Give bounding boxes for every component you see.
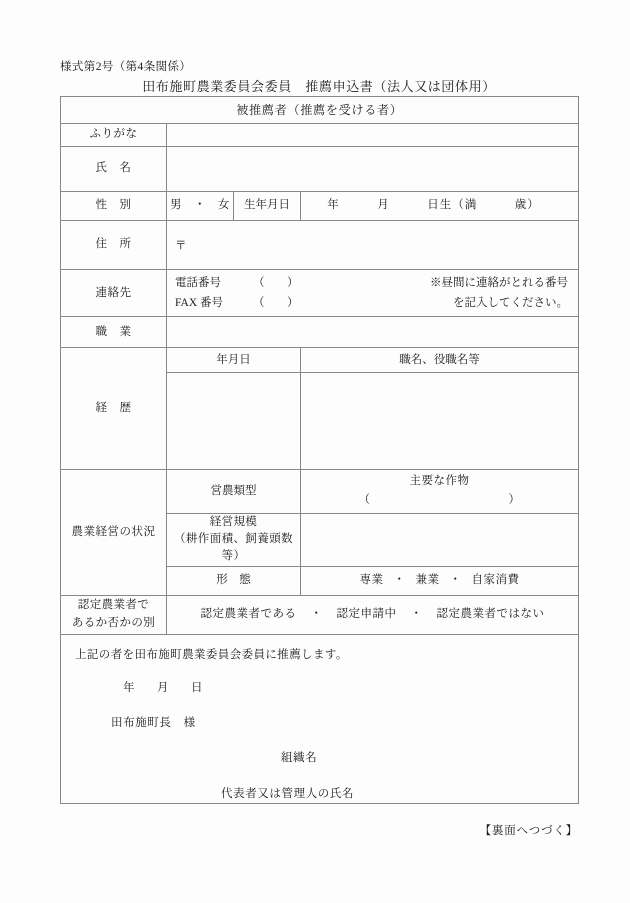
fax-row[interactable] bbox=[175, 293, 379, 313]
declaration-date-month: 月 bbox=[157, 681, 170, 694]
name-input[interactable] bbox=[167, 147, 579, 192]
certified-option-3[interactable]: 認定農業者ではない bbox=[436, 607, 545, 620]
contact-label: 連絡先 bbox=[61, 270, 167, 317]
telephone-row[interactable] bbox=[175, 273, 379, 293]
farm-scale-label-line-2: （耕作面積、飼養頭数等） bbox=[174, 533, 293, 563]
table-row-furigana bbox=[61, 124, 579, 147]
contact-note-line-2: を記入してください。 bbox=[453, 297, 569, 310]
farm-scale-input[interactable] bbox=[301, 513, 579, 566]
birthdate-input[interactable]: 年 月 日生（満 歳） bbox=[301, 192, 579, 221]
occupation-label: 職 業 bbox=[61, 317, 167, 348]
table-row-certified bbox=[61, 595, 579, 634]
declaration-representative-label[interactable]: 代表者又は管理人の氏名 bbox=[221, 787, 355, 800]
career-title-input[interactable] bbox=[301, 373, 579, 470]
telephone-label: 電話番号 bbox=[175, 277, 221, 289]
certified-farmer-label bbox=[61, 595, 167, 634]
table-row-address bbox=[61, 221, 579, 270]
certified-separator-1: ・ bbox=[310, 607, 323, 620]
declaration-date[interactable] bbox=[61, 680, 578, 697]
telephone-paren-open: （ bbox=[253, 277, 265, 289]
farm-form-separator-1: ・ bbox=[393, 573, 406, 586]
contact-note bbox=[379, 273, 568, 313]
farm-form-separator-2: ・ bbox=[449, 573, 462, 586]
fax-paren-close: ） bbox=[287, 297, 299, 310]
contact-note-line-1: ※昼間に連絡がとれる番号 bbox=[430, 277, 569, 289]
furigana-input[interactable] bbox=[167, 124, 579, 147]
farm-status-label: 農業経営の状況 bbox=[61, 470, 167, 595]
form-number: 様式第2号（第4条関係） bbox=[60, 61, 192, 73]
main-crop-label: 主要な作物 bbox=[409, 475, 470, 488]
main-crop-cell[interactable] bbox=[301, 470, 579, 514]
address-input[interactable] bbox=[167, 221, 579, 270]
main-crop-input[interactable] bbox=[309, 492, 570, 509]
declaration-date-day: 日 bbox=[191, 681, 204, 694]
certified-farmer-options[interactable] bbox=[167, 595, 579, 634]
contact-fields[interactable] bbox=[175, 273, 379, 313]
certified-farmer-label-line-2: あるか否かの別 bbox=[71, 616, 156, 629]
birthdate-label: 生年月日 bbox=[234, 192, 301, 221]
gender-options[interactable]: 男 ・ 女 bbox=[167, 192, 234, 221]
career-column-title: 職名、役職名等 bbox=[301, 348, 579, 373]
postal-code-symbol: 〒 bbox=[175, 239, 187, 252]
certified-farmer-label-line-1: 認定農業者で bbox=[77, 599, 150, 612]
contact-cell bbox=[167, 270, 579, 317]
declaration-date-year: 年 bbox=[123, 681, 136, 694]
certified-option-2[interactable]: 認定申請中 bbox=[336, 607, 397, 620]
gender-label: 性 別 bbox=[61, 192, 167, 221]
continued-note: 【裏面へつづく】 bbox=[479, 825, 578, 837]
farm-form-label: 形 態 bbox=[167, 566, 301, 595]
table-row-name bbox=[61, 147, 579, 192]
section-header-recommendee: 被推薦者（推薦を受ける者） bbox=[61, 97, 579, 124]
career-label: 経 歴 bbox=[61, 348, 167, 470]
table-row-career-headers bbox=[61, 348, 579, 373]
main-crop-paren-open: （ bbox=[358, 493, 371, 506]
recommendation-form-table bbox=[60, 96, 579, 804]
table-row-gender-birth bbox=[61, 192, 579, 221]
certified-option-1[interactable]: 認定農業者である bbox=[200, 607, 297, 620]
document-title: 田布施町農業委員会委員 推薦申込書（法人又は団体用） bbox=[142, 79, 496, 94]
farm-scale-label bbox=[167, 513, 301, 566]
farm-form-option-2[interactable]: 兼業 bbox=[415, 573, 440, 586]
declaration-organization-label[interactable]: 組織名 bbox=[281, 752, 318, 765]
address-label: 住 所 bbox=[61, 221, 167, 270]
declaration-statement: 上記の者を田布施町農業委員会委員に推薦します。 bbox=[75, 648, 348, 661]
telephone-paren-close: ） bbox=[287, 277, 299, 289]
certified-separator-2: ・ bbox=[410, 607, 423, 620]
fax-label: FAX 番号 bbox=[175, 297, 224, 310]
table-row-occupation bbox=[61, 317, 579, 348]
farm-form-options[interactable] bbox=[301, 566, 579, 595]
farm-scale-label-line-1: 経営規模 bbox=[209, 515, 258, 528]
table-row-farm-type bbox=[61, 470, 579, 514]
main-crop-paren-close: ） bbox=[508, 493, 521, 506]
table-row-contact bbox=[61, 270, 579, 317]
farm-form-option-3[interactable]: 自家消費 bbox=[471, 573, 520, 586]
career-date-input[interactable] bbox=[167, 373, 301, 470]
farm-type-label: 営農類型 bbox=[167, 470, 301, 514]
farm-form-option-1[interactable]: 専業 bbox=[359, 573, 384, 586]
table-row-declaration bbox=[61, 634, 579, 803]
declaration-addressee: 田布施町長 様 bbox=[111, 717, 196, 729]
declaration-cell bbox=[61, 634, 579, 803]
furigana-label: ふりがな bbox=[61, 124, 167, 147]
table-row-section-head bbox=[61, 97, 579, 124]
name-label: 氏 名 bbox=[61, 147, 167, 192]
fax-paren-open: （ bbox=[253, 297, 265, 310]
career-column-date: 年月日 bbox=[167, 348, 301, 373]
occupation-input[interactable] bbox=[167, 317, 579, 348]
